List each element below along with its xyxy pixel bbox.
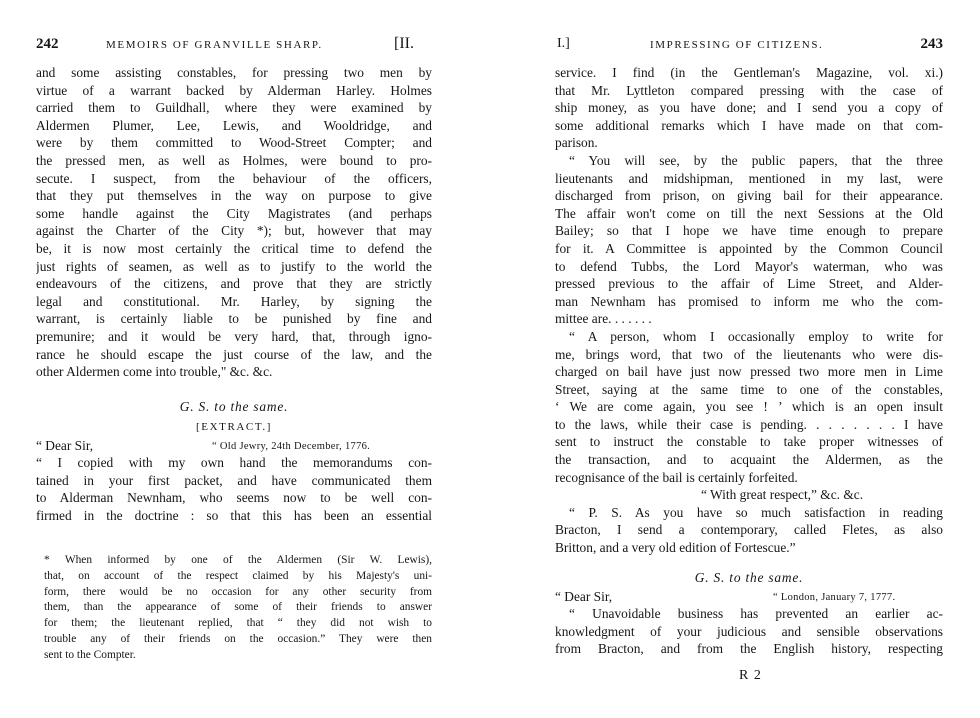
text-line: endeavours of the citizens, and prove that they are strictly	[36, 276, 432, 292]
text-line: rance he should escape the just course of the law, and the	[36, 346, 432, 362]
text-line: some handle against the City Magistrates (and perhaps	[36, 205, 432, 221]
salutation-text: “ Dear Sir,	[36, 437, 94, 453]
text-line: ‘ We are come again, you see ! ’ which is an open insult	[555, 399, 943, 415]
text-line: sent to instruct the constable to take proper witnesses of	[555, 434, 943, 450]
text-line: from Bracton, and from the English history, respecting	[555, 641, 943, 657]
text-line: knowledgment of your judicious and sensible observations	[555, 623, 943, 639]
footnote-line: for them; the lieutenant replied, that “ they did not wish to	[44, 617, 432, 630]
footnote-line: form, there would be no occasion for any other security from	[44, 585, 432, 598]
page-number-243: 243	[920, 36, 943, 52]
footnote-line: that, on account of the respect claimed by his Majesty's uni-	[44, 569, 432, 582]
extract-label: [EXTRACT.]	[196, 420, 272, 433]
right-paragraph-4	[555, 504, 943, 557]
text-line: that they put themselves in the way on purpose to give	[36, 188, 432, 204]
text-line: legal and constitutional. Mr. Harley, by signing the	[36, 293, 432, 309]
salutation-right	[555, 588, 943, 606]
text-line: were by them committed to Wood-Street Compter; and	[36, 135, 432, 151]
text-line: Britton, and a very old edition of Fortescue.”	[555, 540, 796, 556]
text-line: tained in your first packet, and have communicated them	[36, 472, 432, 488]
left-paragraph-2	[36, 454, 432, 524]
text-line: some additional remarks which I have made on that com-	[555, 117, 943, 133]
text-line: “ P. S. As you have so much satisfaction in reading	[569, 504, 943, 520]
text-line: premunire; and it would be very hard, that, through igno-	[36, 328, 432, 344]
right-paragraph-3	[555, 328, 943, 486]
text-line: me, brings word, that two of the lieutenants who were dis-	[555, 346, 943, 362]
chapter-mark-right: I.]	[557, 36, 570, 51]
text-line: lieutenants and midshipman, mentioned in my last, were	[555, 170, 943, 186]
closing-line: “ With great respect,” &c. &c.	[701, 487, 864, 503]
text-line: Aldermen Plumer, Lee, Lewis, and Wooldridge, and	[36, 117, 432, 133]
footnote	[44, 553, 432, 664]
page-number-242: 242	[36, 36, 59, 52]
left-running-head	[36, 36, 432, 58]
text-line: the pressed men, as well as Holmes, were bound to pro-	[36, 152, 432, 168]
text-line: and some assisting constables, for pressing two men by	[36, 65, 432, 80]
text-line: parison.	[555, 135, 598, 151]
right-page	[555, 0, 943, 718]
text-line: pressed previous to the affair of Lime Street, and Alder-	[555, 276, 943, 292]
running-title-memoirs: MEMOIRS OF GRANVILLE SHARP.	[106, 39, 323, 51]
text-line: be, it is now most certainly the critical time to defend the	[36, 240, 432, 256]
signature-mark: R 2	[739, 668, 762, 683]
text-line: “ Unavoidable business has prevented an earlier ac-	[569, 606, 943, 622]
text-line: carried them to Guildhall, where they were examined by	[36, 100, 432, 116]
footnote-line: sent to the Compter.	[44, 648, 136, 661]
letter-heading-right: G. S. to the same.	[694, 569, 804, 585]
dateline-left: “ Old Jewry, 24th December, 1776.	[212, 440, 371, 452]
running-title-impressing: IMPRESSING OF CITIZENS.	[650, 39, 824, 51]
text-line: just rights of seamen, as well as to justify to the world the	[36, 258, 432, 274]
text-line: “ You will see, by the public papers, that the three	[569, 152, 943, 168]
text-line: Street, saying at the same time to one of the constables,	[555, 381, 943, 397]
text-line: Bailey; so that I hope we have time enough to prepare	[555, 223, 943, 239]
text-line: Bracton, I send a contemporary, called Fletes, as also	[555, 522, 943, 538]
text-line: mittee are. . . . . . .	[555, 311, 652, 327]
text-line: other Aldermen come into trouble," &c. &c.	[36, 364, 273, 380]
text-line: warrant, is certainly liable to be punished by fine and	[36, 311, 432, 327]
text-line: The affair won't come on till the next Sessions at the Old	[555, 205, 943, 221]
footnote-line: trouble any of their friends on the occasion.” They were then	[44, 632, 432, 645]
text-line: recognisance of the bail is certainly forfeited.	[555, 469, 798, 485]
text-line: discharged from prison, on giving bail for their appearance.	[555, 188, 943, 204]
text-line: man Newnham has promised to inform me who the com-	[555, 293, 943, 309]
right-running-head	[555, 36, 943, 58]
text-line: “ A person, whom I occasionally employ to write for	[569, 328, 943, 344]
text-line: to the laws, while their case is pending. . . . . . . . I have	[555, 416, 943, 432]
salutation-text: “ Dear Sir,	[555, 588, 613, 604]
text-line: ship money, as you have done; and I send you a copy of	[555, 100, 943, 116]
text-line: to defend Tubbs, the Lord Mayor's waterman, who was	[555, 258, 943, 274]
text-line: the transaction, and to acquaint the Aldermen, as the	[555, 452, 943, 468]
salutation-left	[36, 437, 432, 455]
chapter-mark-left: [II.	[394, 35, 414, 52]
text-line: that Mr. Lyttleton compared pressing with the case of	[555, 82, 943, 98]
right-body-text	[555, 64, 943, 658]
text-line: firmed in the doctrine : so that this has been an essential	[36, 508, 432, 524]
right-paragraph-5	[555, 605, 943, 658]
right-paragraph-2	[555, 152, 943, 328]
text-line: charged on bail have just now pressed two more men in Lime	[555, 364, 943, 380]
left-body-text	[36, 64, 432, 525]
dateline-right: “ London, January 7, 1777.	[773, 591, 896, 603]
text-line: for it. A Committee is appointed by the Common Council	[555, 240, 943, 256]
footnote-line: them, than the appearance of some of their friends to answer	[44, 601, 432, 614]
footnote-line: * When informed by one of the Aldermen (Sir W. Lewis),	[44, 554, 432, 566]
text-line: against the Charter of the City *); but, however that may	[36, 223, 432, 239]
left-page	[36, 0, 432, 718]
text-line: service. I find (in the Gentleman's Magazine, vol. xi.)	[555, 65, 943, 80]
text-line: virtue of a warrant backed by Alderman Harley. Holmes	[36, 82, 432, 98]
letter-heading-left: G. S. to the same.	[179, 398, 289, 414]
text-line: to Alderman Newnham, who seems now to be well con-	[36, 490, 432, 506]
text-line: “ I copied with my own hand the memorandums con-	[36, 455, 432, 471]
text-line: secute. I suspect, from the behaviour of the officers,	[36, 170, 432, 186]
right-paragraph-1	[555, 64, 943, 152]
left-paragraph-1	[36, 64, 432, 381]
